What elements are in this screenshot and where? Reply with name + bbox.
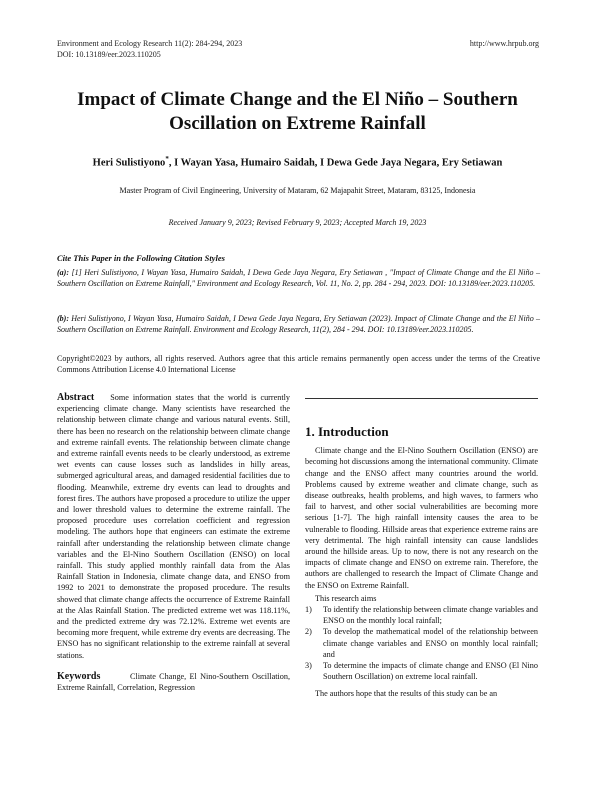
citation-b	[57, 313, 540, 335]
submission-dates: Received January 9, 2023; Revised February 9, 2023; Accepted March 19, 2023	[168, 218, 427, 227]
aim-text: To develop the mathematical model of the relationship between climate change variables and ENSO on monthly local rainfall; and	[323, 627, 538, 659]
aim-text: To identify the relationship between climate change variables and ENSO on the monthly local rainfall;	[323, 605, 538, 626]
paper-title-line-1: Impact of Climate Change and the El Niño – Southern	[77, 89, 518, 110]
corresponding-author: Heri Sulistiyono	[92, 157, 166, 169]
paper-title	[40, 88, 555, 136]
keywords-label: Keywords	[57, 670, 101, 682]
introduction-section	[305, 426, 538, 700]
abstract-text: Some information states that the world is currently experiencing climate change. Many scientists have researched the relationship between climate change and various natural events. Still, there has been no research on the relationship between climate change and extreme rainfall events. The relationship between climate change and extreme rainfall events needs to be clearly understood, as extreme wet events can cause losses such as landslides in hilly areas, submerged agricultural areas, and damaged residential facilities due to flooding. Meanwhile, extreme dry events can lead to droughts and forest fires. The authors have proposed a procedure to utilize the upper and lower threshold values to determine the extreme rainfall. The proposed procedure uses correlation coefficient and regression modeling. The authors hope that engineers can estimate the extreme rainfall after understanding the relationship between climate change variables and the El-Nino Southern Oscillation (ENSO) on local rainfall. This study applied monthly rainfall data from the Alas Rainfall Station in Indonesia, climate change data, and ENSO from 1992 to 2021 to demonstrate the proposed procedure. The results showed that climate change affects the occurrence of Extreme Rainfall at the Alas Rainfall Station. The predicted extreme wet was 118.11%, and the predicted extreme dry was 72.12%. Extreme wet events are becoming more frequent, while extreme dry events are decreasing. The ENSO has no significant relationship to the extreme rainfall at several stations.	[57, 393, 291, 660]
aim-item	[305, 604, 538, 626]
aim-item	[305, 626, 538, 660]
introduction-paragraph: Climate change and the El-Nino Southern Oscillation (ENSO) are becoming hot discussions among the international community. Climate change and the ENSO affect many countries around the world. Problems caused by extreme weather and climate change, such as disease outbreaks, health problems, and high waves, to farmers who fail to harvest, and other social vulnerabilities are becoming more serious [1-7]. The high rainfall intensity causes the area to be vulnerable to flooding. Hillside areas that experience extreme rains are very detrimental. The high rainfall intensity can cause landslides around the hillside areas. Up to now, there is not any research on the impacts of climate change and ENSO on extreme rain. Therefore, the authors are challenged to research the Impact of Climate Change and the ENSO on Extreme Rainfall.	[305, 446, 538, 590]
citation-a-label: (a):	[57, 268, 69, 277]
citation-b-text: Heri Sulistiyono, I Wayan Yasa, Humairo Saidah, I Dewa Gede Jaya Negara, Ery Setiawan (2023). Impact of Climate Change and the El Niño – Southern Oscillation on Extreme Rainfall. Environment and Ecology Research, 11(2), 284 - 294. DOI: 10.13189/eer.2023.110205.	[57, 314, 540, 334]
citation-a	[57, 267, 540, 289]
journal-name: Environment and Ecology Research 11(2): 284-294, 2023	[57, 39, 243, 48]
keywords-text: Climate Change, El Nino-Southern Oscillation, Extreme Rainfall, Correlation, Regression	[57, 671, 291, 693]
citation-a-text: [1] Heri Sulistiyono, I Wayan Yasa, Humairo Saidah, I Dewa Gede Jaya Negara, Ery Setiawan , "Impact of Climate Change and the El Niño – Southern Oscillation on Extreme Rainfall," Environment and Ecology Research, Vol. 11, No. 2, pp. 284 - 294, 2023. DOI: 10.13189/eer.2023.110205.	[57, 268, 540, 288]
affiliation: Master Program of Civil Engineering, University of Mataram, 62 Majapahit Street, Mataram, 83125, Indonesia	[119, 186, 476, 195]
aim-text: To determine the impacts of climate change and ENSO (El Nino Southern Oscillation) on extreme local rainfall.	[323, 661, 538, 682]
journal-url[interactable]: http://www.hrpub.org	[469, 39, 539, 48]
co-authors: , I Wayan Yasa, Humairo Saidah, I Dewa Gede Jaya Negara, Ery Setiawan	[168, 157, 503, 169]
aim-item	[305, 660, 538, 682]
aim-number: 3)	[305, 661, 312, 671]
citation-b-label: (b):	[57, 314, 69, 323]
aim-number: 2)	[305, 627, 312, 637]
aim-number: 1)	[305, 605, 312, 615]
aims-list	[305, 604, 538, 682]
copyright-notice: Copyright©2023 by authors, all rights reserved. Authors agree that this article remains permanently open access under the terms of the Creative Commons Attribution License 4.0 International License	[57, 354, 540, 374]
closing-line: The authors hope that the results of this study can be an	[315, 689, 498, 699]
corresponding-mark: *	[165, 155, 169, 163]
introduction-heading: 1. Introduction	[305, 424, 389, 439]
doi-line: DOI: 10.13189/eer.2023.110205	[57, 50, 161, 59]
aims-lead: This research aims	[315, 593, 377, 603]
citation-heading: Cite This Paper in the Following Citation Styles	[57, 253, 225, 263]
paper-title-line-2: Oscillation on Extreme Rainfall	[169, 113, 426, 134]
author-list	[40, 155, 555, 169]
abstract-label: Abstract	[57, 392, 95, 403]
column-divider	[305, 398, 538, 399]
abstract-section	[57, 392, 290, 693]
